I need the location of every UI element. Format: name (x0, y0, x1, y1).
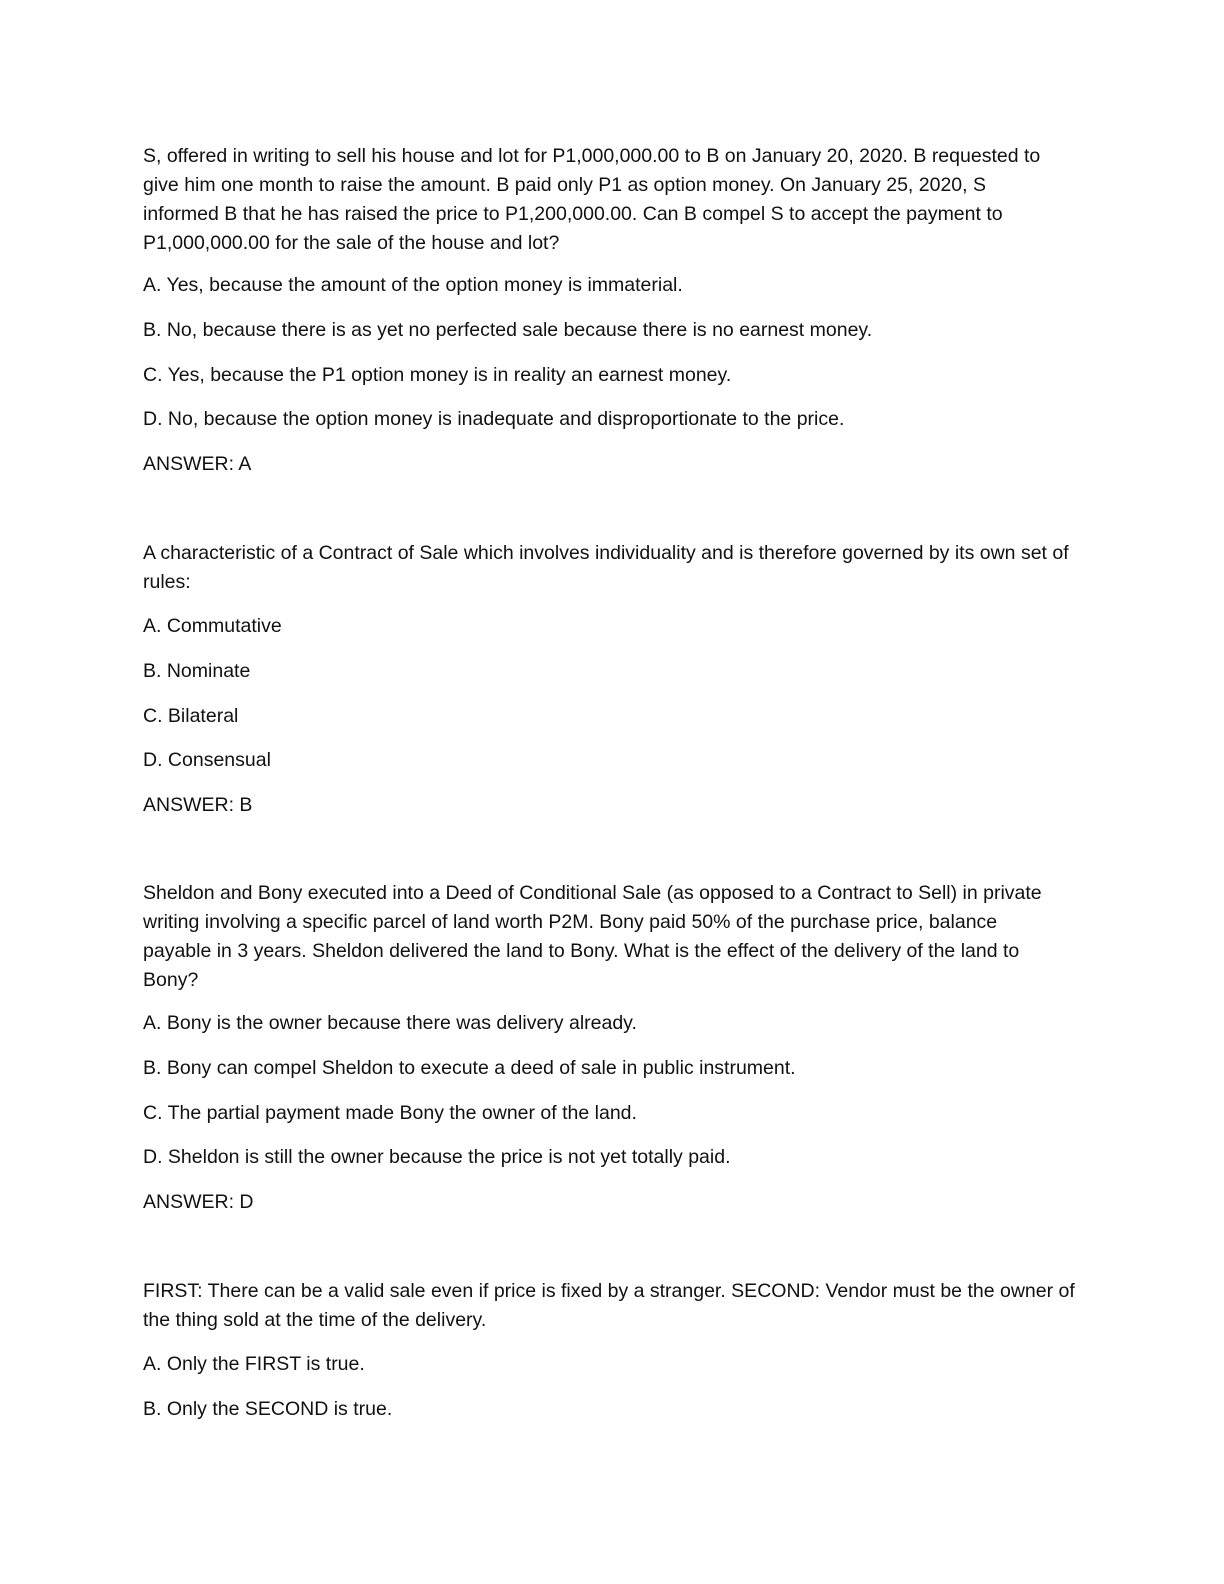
option-a: A. Commutative (143, 615, 282, 637)
question-text: S, offered in writing to sell his house and lot for P1,000,000.00 to B on January 20, 2020. B requested to give him one month to raise the amount. B paid only P1 as option money. On January 25, 2020, S informed B that he has raised the price to P1,200,000.00. Can B compel S to accept the payment to P1,000,000.00 for the sale of the house and lot? (143, 145, 1041, 254)
option-a: A. Only the FIRST is true. (143, 1353, 365, 1375)
question-text: A characteristic of a Contract of Sale which involves individuality and is therefore governed by its own set of rules: (143, 542, 1069, 593)
answer-text: ANSWER: D (143, 1191, 254, 1213)
option-a: A. Yes, because the amount of the option money is immaterial. (143, 274, 683, 296)
option-d: D. No, because the option money is inadequate and disproportionate to the price. (143, 408, 845, 430)
option-c: C. Yes, because the P1 option money is in reality an earnest money. (143, 364, 732, 386)
question-block-3 (143, 879, 1083, 1213)
option-b: B. No, because there is as yet no perfected sale because there is no earnest money. (143, 319, 873, 341)
answer-text: ANSWER: B (143, 794, 253, 816)
option-c: C. Bilateral (143, 705, 239, 727)
question-text: Sheldon and Bony executed into a Deed of Conditional Sale (as opposed to a Contract to Sell) in private writing involving a specific parcel of land worth P2M. Bony paid 50% of the purchase price, balance payable in 3 years. Sheldon delivered the land to Bony. What is the effect of the delivery of the land to Bony? (143, 882, 1042, 991)
question-text: FIRST: There can be a valid sale even if price is fixed by a stranger. SECOND: Vendor must be the owner of the thing sold at the time of the delivery. (143, 1280, 1075, 1331)
option-c: C. The partial payment made Bony the owner of the land. (143, 1102, 637, 1124)
option-b: B. Only the SECOND is true. (143, 1398, 393, 1420)
question-block-2 (143, 539, 1083, 816)
option-a: A. Bony is the owner because there was delivery already. (143, 1012, 637, 1034)
option-b: B. Nominate (143, 660, 251, 682)
answer-text: ANSWER: A (143, 453, 252, 475)
option-b: B. Bony can compel Sheldon to execute a deed of sale in public instrument. (143, 1057, 796, 1079)
question-block-4 (143, 1277, 1083, 1420)
question-block-1 (143, 142, 1083, 475)
option-d: D. Consensual (143, 749, 271, 771)
option-d: D. Sheldon is still the owner because the price is not yet totally paid. (143, 1146, 731, 1168)
